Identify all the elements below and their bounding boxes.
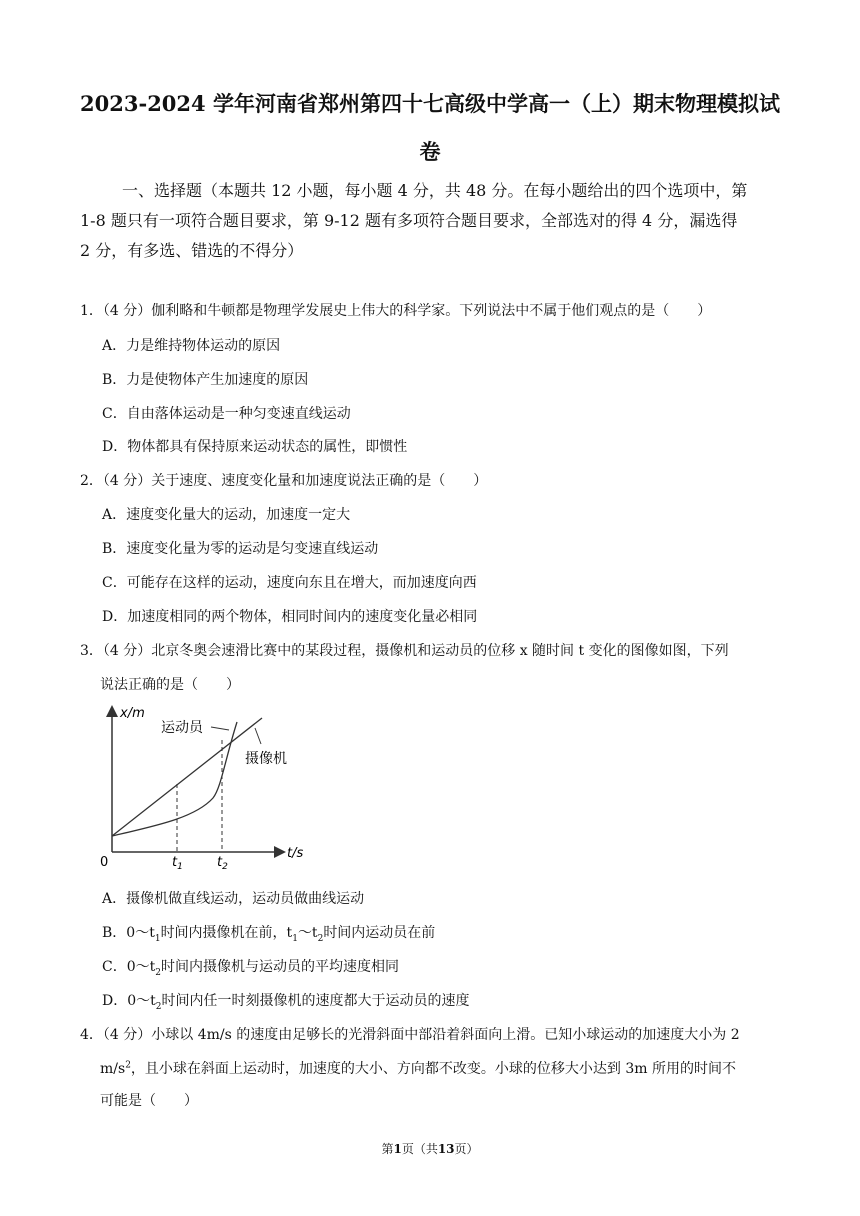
q3-stem-line1: 3．（4 分）北京冬奥会速滑比赛中的某段过程，摄像机和运动员的位移 x 随时间 t 变化的图像如图，下列 (80, 643, 729, 659)
y-axis-label: x/m (120, 706, 145, 721)
q1-option-b: B．力是使物体产生加速度的原因 (102, 372, 309, 388)
q3-option-c: C．$0\sim t_2$时间内摄像机与运动员的平均速度相同 (102, 959, 399, 978)
section-line-2: 1-8 题只有一项符合题目要求，第 9-12 题有多项符合题目要求，全部选对的得 4 分，漏选得 (80, 211, 738, 230)
camera-label: 摄像机 (245, 751, 287, 767)
q3-xt-graph (95, 700, 315, 875)
camera-leader (255, 728, 261, 744)
q1-option-a: A．力是维持物体运动的原因 (102, 338, 281, 354)
q2-option-d: D．加速度相同的两个物体，相同时间内的速度变化量必相同 (102, 609, 478, 625)
q4-stem-line1: 4．（4 分）小球以 4m/s 的速度由足够长的光滑斜面中部沿着斜面向上滑。已知小球运动的加速度大小为 2 (80, 1027, 740, 1043)
q1-option-c: C．自由落体运动是一种匀变速直线运动 (102, 406, 351, 422)
athlete-leader (211, 727, 229, 730)
q2-option-b: B．速度变化量为零的运动是匀变速直线运动 (102, 541, 379, 557)
origin-label: 0 (100, 855, 109, 870)
section-line-1: 一、选择题（本题共 12 小题，每小题 4 分，共 48 分。在每小题给出的四个选项中，第 (122, 181, 748, 200)
q4-stem-line3: 可能是（ ） (100, 1093, 198, 1109)
q1-stem: 1．（4 分）伽利略和牛顿都是物理学发展史上伟大的科学家。下列说法中不属于他们观点的是（ ） (80, 303, 712, 319)
q2-option-c: C．可能存在这样的运动，速度向东且在增大，而加速度向西 (102, 575, 477, 591)
q3-option-d: D．$0\sim t_2$时间内任一时刻摄像机的速度都大于运动员的速度 (102, 993, 470, 1012)
x-axis-label: t/s (287, 846, 304, 861)
t2-label: $t_2$ (217, 855, 228, 872)
q1-option-d: D．物体都具有保持原来运动状态的属性，即惯性 (102, 439, 408, 455)
q4-stem-line2: $m/s^2$，且小球在斜面上运动时，加速度的大小、方向都不改变。小球的位移大小达到 3m 所用的时间不 (100, 1060, 737, 1077)
document-title-line1: 2023-2024 学年河南省郑州第四十七高级中学高一（上）期末物理模拟试 (80, 91, 780, 116)
q3-option-a: A．摄像机做直线运动，运动员做曲线运动 (102, 891, 365, 907)
q2-option-a: A．速度变化量大的运动，加速度一定大 (102, 507, 351, 523)
q3-stem-line2: 说法正确的是（ ） (100, 677, 240, 693)
q2-stem: 2．（4 分）关于速度、速度变化量和加速度说法正确的是（ ） (80, 473, 488, 489)
t1-label: $t_1$ (172, 855, 183, 872)
document-title-line2: 卷 (419, 139, 441, 164)
page-footer: 第1页（共13页） (381, 1142, 479, 1156)
athlete-label: 运动员 (161, 720, 203, 736)
athlete-curve (112, 722, 237, 836)
q3-option-b: B．$0\sim t_1$时间内摄像机在前，$t_1\sim t_2$时间内运动员在前 (102, 925, 436, 944)
section-line-3: 2 分，有多选、错选的不得分） (80, 241, 304, 260)
